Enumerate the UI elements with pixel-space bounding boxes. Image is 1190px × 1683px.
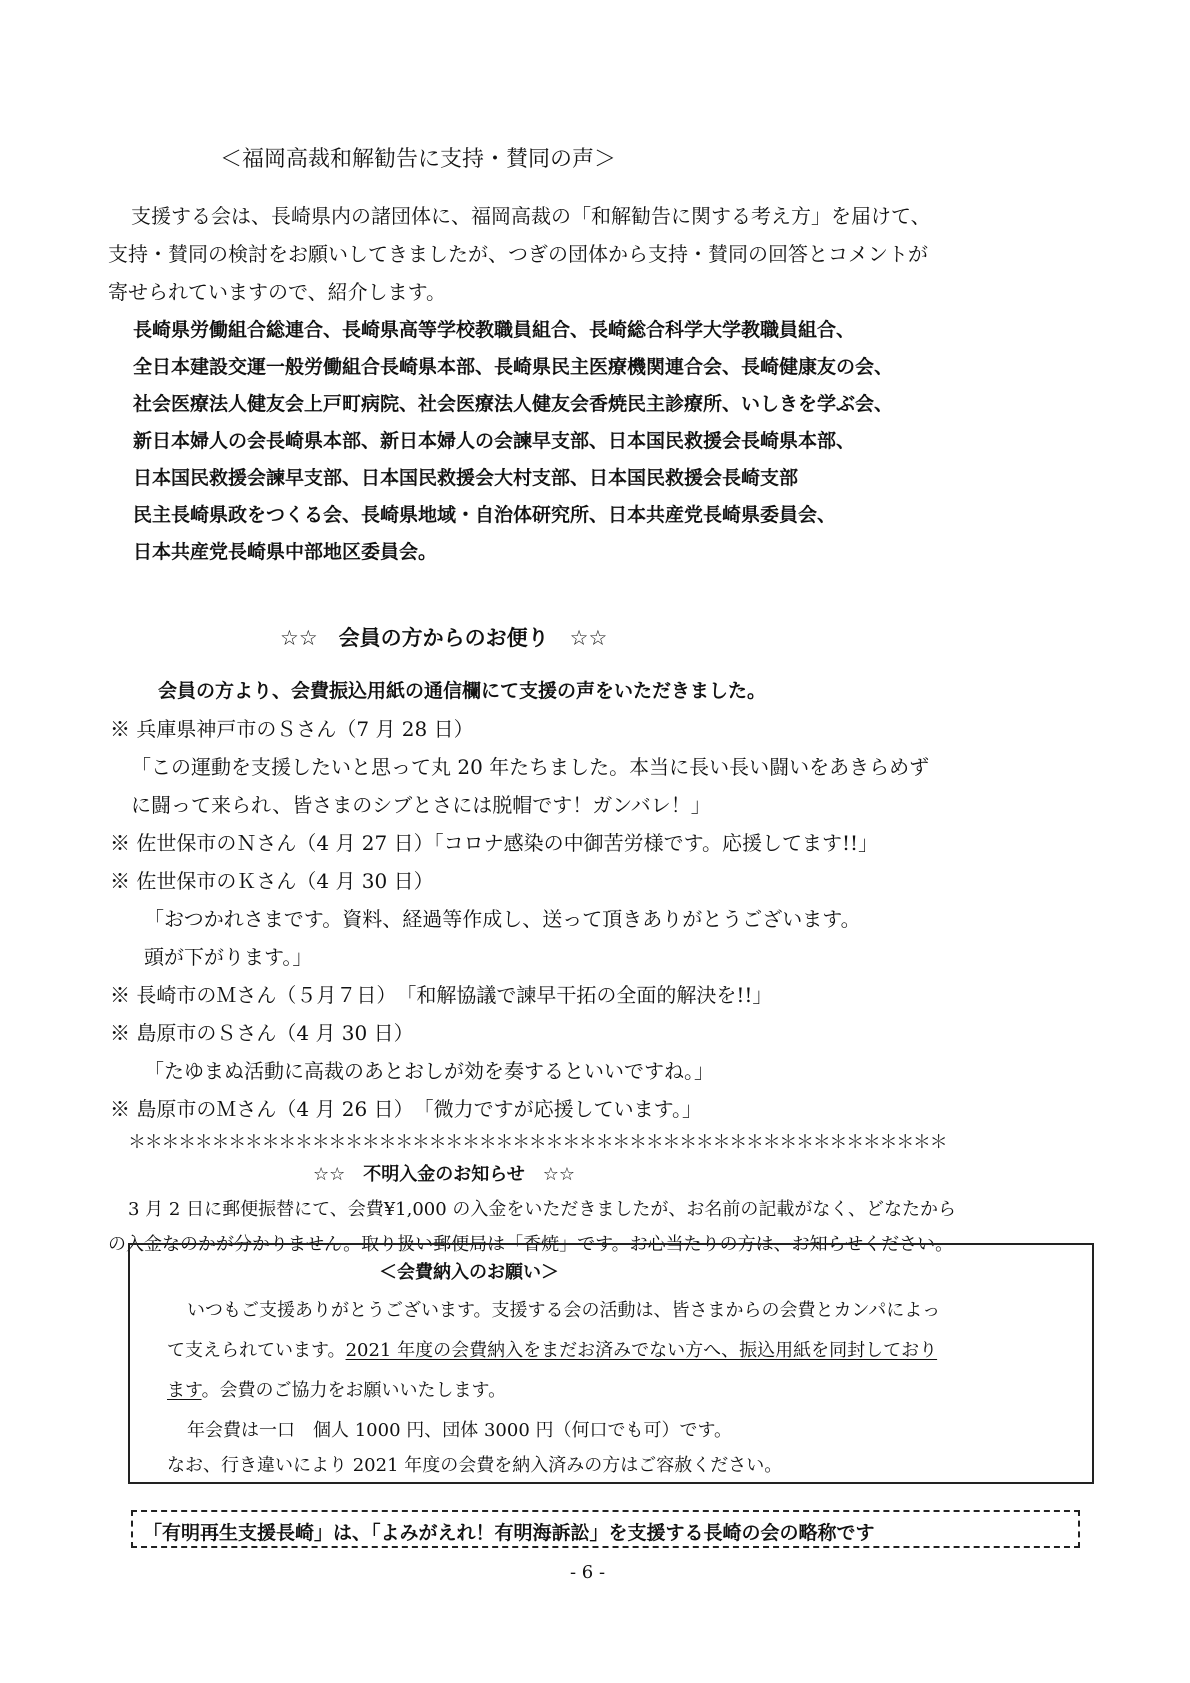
letter-line: ※ 長崎市のＭさん（５月７日） 「和解協議で諫早干拓の全面的解決を!!」 bbox=[110, 983, 773, 1007]
org-line-1: 長崎県労働組合総連合、長崎県高等学校教職員組合、長崎総合科学大学教職員組合、 bbox=[133, 319, 856, 341]
unknown-payment-line-1: 3 月 2 日に郵便振替にて、会費¥1,000 の入金をいただきましたが、お名前の記載がなく、どなたから bbox=[128, 1199, 957, 1220]
letter-line: に闘って来られ、皆さまのシブとさには脱帽です！ガンバレ！」 bbox=[131, 793, 711, 817]
org-line-6: 民主長崎県政をつくる会、長崎県地域・自治体研究所、日本共産党長崎県委員会、 bbox=[133, 504, 837, 526]
letter-line: ※ 兵庫県神戸市のＳさん（7 月 28 日） bbox=[110, 717, 474, 741]
org-line-4: 新日本婦人の会長崎県本部、新日本婦人の会諫早支部、日本国民救援会長崎県本部、 bbox=[133, 430, 856, 452]
unknown-payment-line-2: の入金なのかが分かりません。取り扱い郵便局は「香焼」です。お心当たりの方は、お知らせください。 bbox=[108, 1234, 954, 1255]
fee-line-2 bbox=[167, 1336, 937, 1362]
letter-line: ※ 佐世保市のＮさん（4 月 27 日）「コロナ感染の中御苦労様です。応援してます!!」 bbox=[110, 831, 879, 855]
page-number: - 6 - bbox=[570, 1562, 606, 1583]
letter-line: 「この運動を支援したいと思って丸 20 年たちました。本当に長い長い闘いをあきらめず bbox=[131, 755, 930, 779]
letter-line: ※ 島原市のＳさん（4 月 30 日） bbox=[110, 1021, 414, 1045]
fee-request-box bbox=[128, 1243, 1094, 1484]
org-line-7: 日本共産党長崎県中部地区委員会。 bbox=[133, 541, 438, 563]
fee-line-1: いつもご支援ありがとうございます。支援する会の活動は、皆さまからの会費とカンパによっ bbox=[187, 1300, 941, 1321]
letter-line: 「たゆまぬ活動に高裁のあとおしが効を奏するといいですね。」 bbox=[144, 1059, 714, 1083]
fee-line-3 bbox=[167, 1376, 506, 1402]
org-line-2: 全日本建設交運一般労働組合長崎県本部、長崎県民主医療機関連合会、長崎健康友の会、 bbox=[133, 356, 894, 378]
fee-line-3-text: 。会費のご協力をお願いいたします。 bbox=[201, 1380, 507, 1401]
fee-line-3-underlined: ます bbox=[167, 1380, 202, 1401]
letter-line: 頭が下がります。」 bbox=[144, 945, 313, 969]
letter-line: ※ 島原市のＭさん（4 月 26 日） 「微力ですが応援しています。」 bbox=[110, 1097, 703, 1121]
fee-line-4: 年会費は一口 個人 1000 円、団体 3000 円（何口でも可）です。 bbox=[187, 1420, 733, 1441]
org-line-3: 社会医療法人健友会上戸町病院、社会医療法人健友会香焼民主診療所、いしきを学ぶ会、 bbox=[133, 393, 894, 415]
section-heading-letters: ☆☆ 会員の方からのお便り ☆☆ bbox=[280, 626, 608, 650]
fee-line-5: なお、行き違いにより 2021 年度の会費を納入済みの方はご容赦ください。 bbox=[167, 1455, 783, 1476]
org-line-5: 日本国民救援会諫早支部、日本国民救援会大村支部、日本国民救援会長崎支部 bbox=[133, 467, 799, 489]
abbreviation-note: 「有明再生支援長崎」は、「よみがえれ！有明海訴訟」を支援する長崎の会の略称です bbox=[143, 1522, 875, 1544]
intro-line-2: 支持・賛同の検討をお願いしてきましたが、つぎの団体から支持・賛同の回答とコメントが bbox=[108, 242, 928, 266]
fee-request-heading: ＜会費納入のお願い＞ bbox=[379, 1262, 559, 1283]
fee-line-2-text: て支えられています。 bbox=[167, 1340, 346, 1361]
section-heading-unknown-payment: ☆☆ 不明入金のお知らせ ☆☆ bbox=[313, 1164, 576, 1185]
separator-line: ＊＊＊＊＊＊＊＊＊＊＊＊＊＊＊＊＊＊＊＊＊＊＊＊＊＊＊＊＊＊＊＊＊＊＊＊＊＊＊＊＊＊＊＊＊＊＊＊＊ bbox=[128, 1132, 947, 1153]
section-heading-support: ＜福岡高裁和解勧告に支持・賛同の声＞ bbox=[220, 147, 617, 172]
letters-intro: 会員の方より、会費振込用紙の通信欄にて支援の声をいただきました。 bbox=[158, 680, 767, 702]
letter-line: ※ 佐世保市のＫさん（4 月 30 日） bbox=[110, 869, 434, 893]
intro-line-1: 支援する会は、長崎県内の諸団体に、福岡高裁の「和解勧告に関する考え方」を届けて、 bbox=[131, 204, 931, 228]
fee-line-2-underlined: 2021 年度の会費納入をまだお済みでない方へ、振込用紙を同封しており bbox=[345, 1340, 938, 1361]
intro-line-3: 寄せられていますので、紹介します。 bbox=[108, 280, 446, 304]
letter-line: 「おつかれさまです。資料、経過等作成し、送って頂きありがとうございます。 bbox=[144, 907, 861, 931]
